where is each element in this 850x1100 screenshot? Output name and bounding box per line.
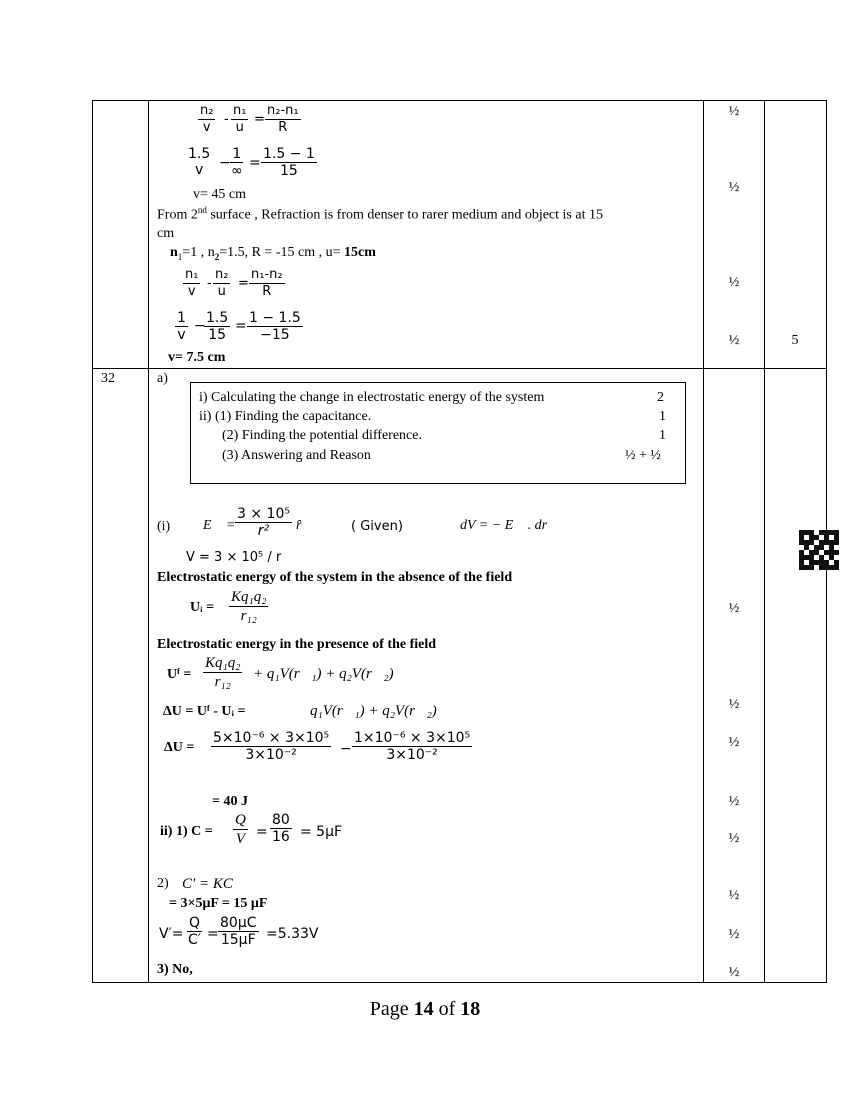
marking-scheme-box <box>190 382 686 484</box>
Vprime-fraction-2 <box>218 915 259 949</box>
deltaU-fraction-2 <box>352 730 472 764</box>
q32-mark: ½ <box>728 735 740 750</box>
q31-total-mark: 5 <box>791 333 799 348</box>
q31-eq3-frac-b <box>213 268 230 300</box>
frac-denominator: −15 <box>260 327 290 344</box>
q31-eq2-frac-c <box>261 146 317 180</box>
frac-numerator: 5×10⁻⁶ × 3×10⁵ <box>213 730 330 746</box>
field-lhs: E⃗ = <box>203 518 236 533</box>
frac-numerator: n₂ <box>200 103 214 118</box>
capacitance-fraction-2 <box>270 812 292 846</box>
scheme-row-label: i) Calculating the change in electrostatic energy of the system <box>199 390 545 405</box>
q31-result-1: v= 45 cm <box>193 187 246 202</box>
frac-denominator: ∞ <box>231 163 243 180</box>
current-page: 14 <box>413 998 434 1020</box>
frac-numerator: 1 − 1.5 <box>249 310 301 326</box>
q31-eq1-frac-b <box>231 104 248 136</box>
text-part: surface , Refraction is from denser to rarer medium and object is at 15 <box>206 207 603 223</box>
dielectric-equation: C′ = KC <box>182 876 233 892</box>
deltaU-label-2: ΔU = <box>164 740 195 755</box>
frac-denominator: v <box>194 162 204 179</box>
subpart-label: (i) <box>157 519 171 534</box>
part3-answer: 3) No, <box>157 962 193 977</box>
equals-sign: = <box>238 276 249 291</box>
energy-result: = 40 J <box>212 794 248 809</box>
frac-numerator: Q <box>188 915 200 931</box>
frac-denominator: V <box>235 831 245 848</box>
frac-denominator: v <box>177 327 186 344</box>
question-number: 32 <box>101 371 115 386</box>
Vprime-fraction-1 <box>186 915 203 949</box>
total-pages: 18 <box>460 998 481 1020</box>
deltaU-fraction-1 <box>211 730 331 764</box>
part2-label: 2) <box>157 876 169 891</box>
heading-presence: Electrostatic energy in the presence of the field <box>157 637 437 652</box>
deltaU-expression-1: q₁V(r⃗₁) + q₂V(r⃗₂) <box>310 703 437 719</box>
frac-denominator: R <box>278 119 288 135</box>
frac-numerator: 1 <box>232 146 242 162</box>
deltaU-label-1: ΔU = Uᶠ - Uᵢ = <box>163 704 246 719</box>
frac-numerator: 80μC <box>220 915 257 931</box>
frac-numerator: 1×10⁻⁶ × 3×10⁵ <box>354 730 471 746</box>
q31-eq1-frac-a <box>198 104 215 136</box>
frac-numerator: Kq₁q₂ <box>229 589 268 607</box>
q31-result-2: v= 7.5 cm <box>168 350 226 365</box>
q31-mark: ½ <box>728 333 740 348</box>
q31-mark: ½ <box>728 180 740 195</box>
frac-denominator: 3×10⁻² <box>245 747 297 764</box>
Vprime-label: V′= <box>159 926 184 942</box>
equals-sign: = <box>207 926 219 942</box>
q31-eq2-frac-b <box>229 146 245 180</box>
equals-sign: = <box>249 155 261 171</box>
q31-cm-text: cm <box>157 226 175 241</box>
qr-code-icon <box>799 530 839 570</box>
superscript: nd <box>197 205 207 215</box>
text-part: =1 , n <box>182 245 215 260</box>
table-bottom-border <box>92 982 827 983</box>
Ui-label: Uᵢ = <box>190 600 215 615</box>
part-label: a) <box>157 371 168 386</box>
minus-sign: − <box>219 155 231 171</box>
frac-denominator: r₁₂ <box>240 608 257 625</box>
q32-mark: ½ <box>728 888 740 903</box>
frac-numerator: 3 × 10⁵ <box>237 506 290 522</box>
field-fraction <box>235 506 292 540</box>
page-number <box>0 998 850 1021</box>
q32-mark: ½ <box>728 601 740 616</box>
equals-sign: = <box>254 112 265 127</box>
scheme-row-mark: 1 <box>659 428 666 443</box>
frac-denominator: r² <box>257 523 270 540</box>
frac-numerator: 1.5 <box>206 310 229 326</box>
equals-sign: = <box>256 824 268 840</box>
table-row-divider <box>92 368 827 369</box>
q31-eq4-frac-b <box>204 310 230 344</box>
minus-sign: − <box>340 741 352 757</box>
table-col-divider-2 <box>703 100 704 982</box>
frac-denominator: v <box>187 283 196 299</box>
minus-sign: - <box>207 276 212 291</box>
scheme-row-label: ii) (1) Finding the capacitance. <box>199 409 372 424</box>
q32-mark: ½ <box>728 927 740 942</box>
frac-numerator: Q <box>233 812 248 830</box>
n-symbol: n <box>170 245 178 260</box>
q31-mark: ½ <box>728 104 740 119</box>
Vprime-result: =5.33V <box>266 926 319 942</box>
given-label: ( Given) <box>351 519 403 534</box>
table-col-divider-1 <box>148 100 149 982</box>
q31-eq4-frac-a <box>175 310 188 344</box>
frac-denominator: v <box>202 119 211 135</box>
frac-denominator: r₁₂ <box>214 674 231 691</box>
q31-mark: ½ <box>728 275 740 290</box>
q31-eq4-frac-c <box>247 310 303 344</box>
frac-denominator: 16 <box>272 829 290 846</box>
frac-denominator: u <box>217 283 226 299</box>
unit-vector: r̂ <box>296 518 302 533</box>
minus-sign: - <box>224 112 229 127</box>
scheme-row-mark: 2 <box>657 390 664 405</box>
q32-mark: ½ <box>728 831 740 846</box>
frac-denominator: 3×10⁻² <box>386 747 438 764</box>
frac-numerator: 1.5 − 1 <box>263 146 315 162</box>
frac-denominator: u <box>235 119 244 135</box>
potential-expression: V = 3 × 10⁵ / r <box>186 550 282 565</box>
frac-numerator: 1 <box>177 310 186 326</box>
q31-eq3-frac-c <box>249 268 285 300</box>
equals-sign: = <box>235 318 247 334</box>
Uf-label: Uᶠ = <box>167 667 192 682</box>
table-col-divider-3 <box>764 100 765 982</box>
Uf-fraction <box>203 655 242 691</box>
capacitance-fraction-1 <box>233 812 248 848</box>
new-capacitance: = 3×5μF = 15 μF <box>169 896 268 911</box>
q31-eq3-frac-a <box>183 268 200 300</box>
capacitance-label: ii) 1) C = <box>160 824 213 839</box>
frac-numerator: n₂-n₁ <box>267 103 299 118</box>
frac-denominator: 15 <box>279 163 298 180</box>
text-part: =1.5, R = -15 cm , u= <box>219 245 344 260</box>
q31-eq2-frac-a <box>186 146 212 179</box>
text-part: From 2 <box>157 207 198 223</box>
table-top-border <box>92 100 827 101</box>
q31-values-line: $n_1=1$ , $n_2=1.5$, R = -15 cm , u= 15cm <box>170 245 376 262</box>
scheme-row-label: (3) Answering and Reason <box>222 448 371 463</box>
frac-numerator: 80 <box>272 812 290 828</box>
frac-denominator: R <box>262 283 272 299</box>
scheme-row-mark: ½ + ½ <box>625 448 661 463</box>
frac-denominator: 15μF <box>220 932 256 949</box>
frac-numerator: n₁-n₂ <box>251 267 283 282</box>
potential-relation: dV = − E⃗ . dr⃗ <box>460 518 558 533</box>
scheme-row-mark: 1 <box>659 409 666 424</box>
heading-absence: Electrostatic energy of the system in the absence of the field <box>157 570 513 585</box>
q31-eq1-frac-c <box>265 104 301 136</box>
q31-second-surface-text <box>157 205 603 224</box>
frac-denominator: 15 <box>208 327 227 344</box>
Ui-fraction <box>229 589 268 625</box>
minus-sign: − <box>194 318 206 334</box>
frac-numerator: n₂ <box>215 267 229 282</box>
frac-denominator: C′ <box>188 932 201 949</box>
frac-numerator: n₁ <box>185 267 199 282</box>
frac-numerator: 1.5 <box>188 146 211 162</box>
page-prefix: Page <box>369 998 414 1020</box>
frac-numerator: Kq₁q₂ <box>203 655 242 673</box>
scheme-row-label: (2) Finding the potential difference. <box>222 428 422 443</box>
q32-mark: ½ <box>728 794 740 809</box>
capacitance-result: = 5μF <box>300 824 343 840</box>
frac-numerator: n₁ <box>233 103 247 118</box>
bold-value: 15cm <box>344 245 376 260</box>
table-left-border <box>92 100 93 982</box>
Uf-rest: + q₁V(r⃗₁) + q₂V(r⃗₂) <box>253 666 394 682</box>
q32-mark: ½ <box>728 697 740 712</box>
q32-mark: ½ <box>728 965 740 980</box>
page-of: of <box>433 998 461 1020</box>
